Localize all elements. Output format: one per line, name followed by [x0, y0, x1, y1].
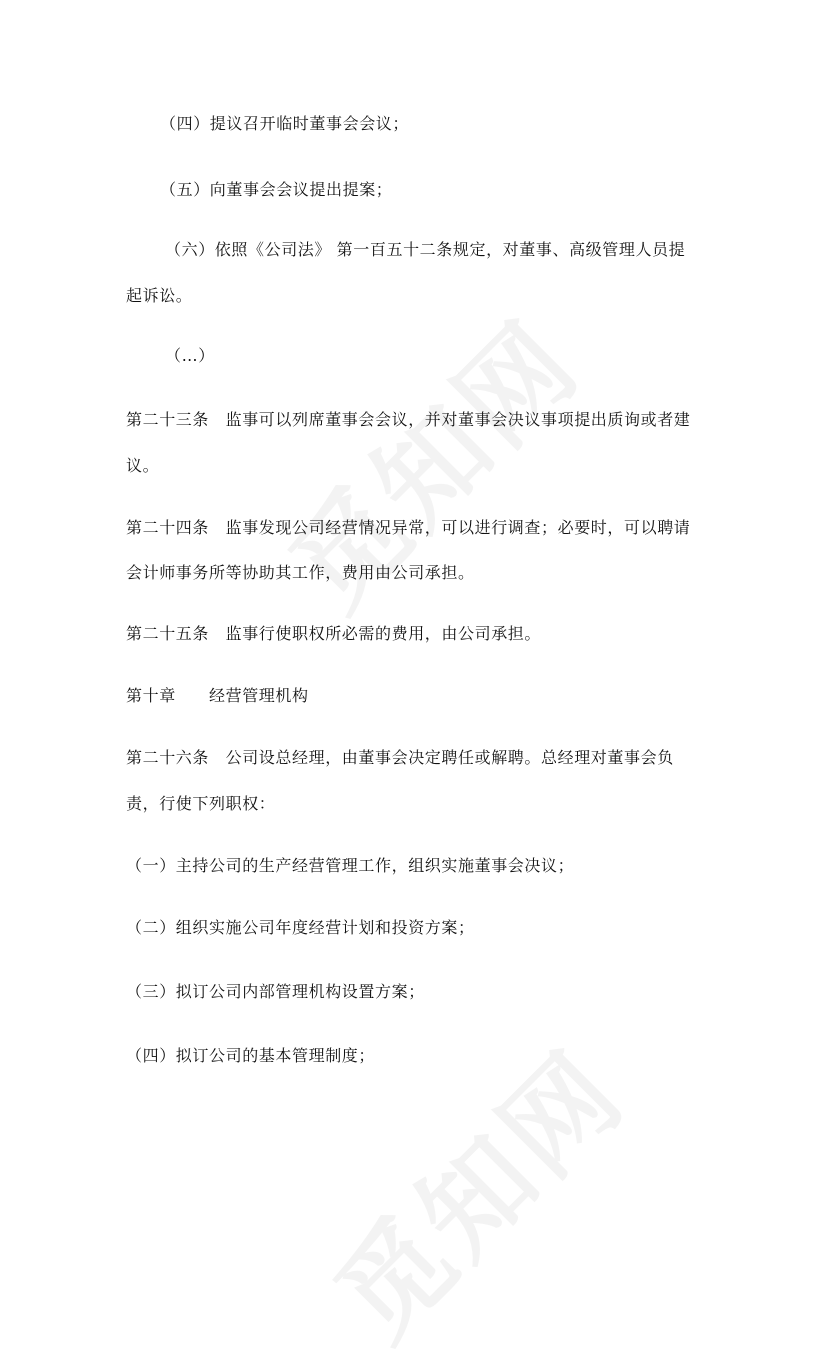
clause-5-submit-proposal: （五）向董事会会议提出提案； — [160, 180, 393, 199]
clause-6-litigation-line1: （六）依照《公司法》 第一百五十二条规定，对董事、高级管理人员提 — [165, 240, 686, 259]
power-1: （一）主持公司的生产经营管理工作，组织实施董事会决议； — [126, 856, 575, 875]
power-3: （三）拟订公司内部管理机构设置方案； — [126, 982, 425, 1001]
clause-6-litigation-line2: 起诉讼。 — [126, 286, 193, 305]
article-26-line1: 第二十六条 公司设总经理，由董事会决定聘任或解聘。总经理对董事会负 — [126, 748, 674, 767]
article-24-line2: 会计师事务所等协助其工作，费用由公司承担。 — [126, 563, 475, 582]
article-24-line1: 第二十四条 监事发现公司经营情况异常，可以进行调查；必要时，可以聘请 — [126, 518, 691, 537]
article-23-line1: 第二十三条 监事可以列席董事会会议，并对董事会决议事项提出质询或者建 — [126, 410, 691, 429]
article-25: 第二十五条 监事行使职权所必需的费用，由公司承担。 — [126, 624, 542, 643]
power-4: （四）拟订公司的基本管理制度； — [126, 1046, 376, 1065]
article-26-line2: 责，行使下列职权： — [126, 794, 276, 813]
watermark — [250, 280, 608, 638]
article-23-line2: 议。 — [126, 456, 160, 475]
power-2: （二）组织实施公司年度经营计划和投资方案； — [126, 918, 475, 937]
clause-ellipsis: （…） — [165, 346, 215, 365]
clause-4-propose-meeting: （四）提议召开临时董事会会议； — [160, 114, 410, 133]
chapter-10-heading: 第十章 经营管理机构 — [126, 686, 309, 705]
